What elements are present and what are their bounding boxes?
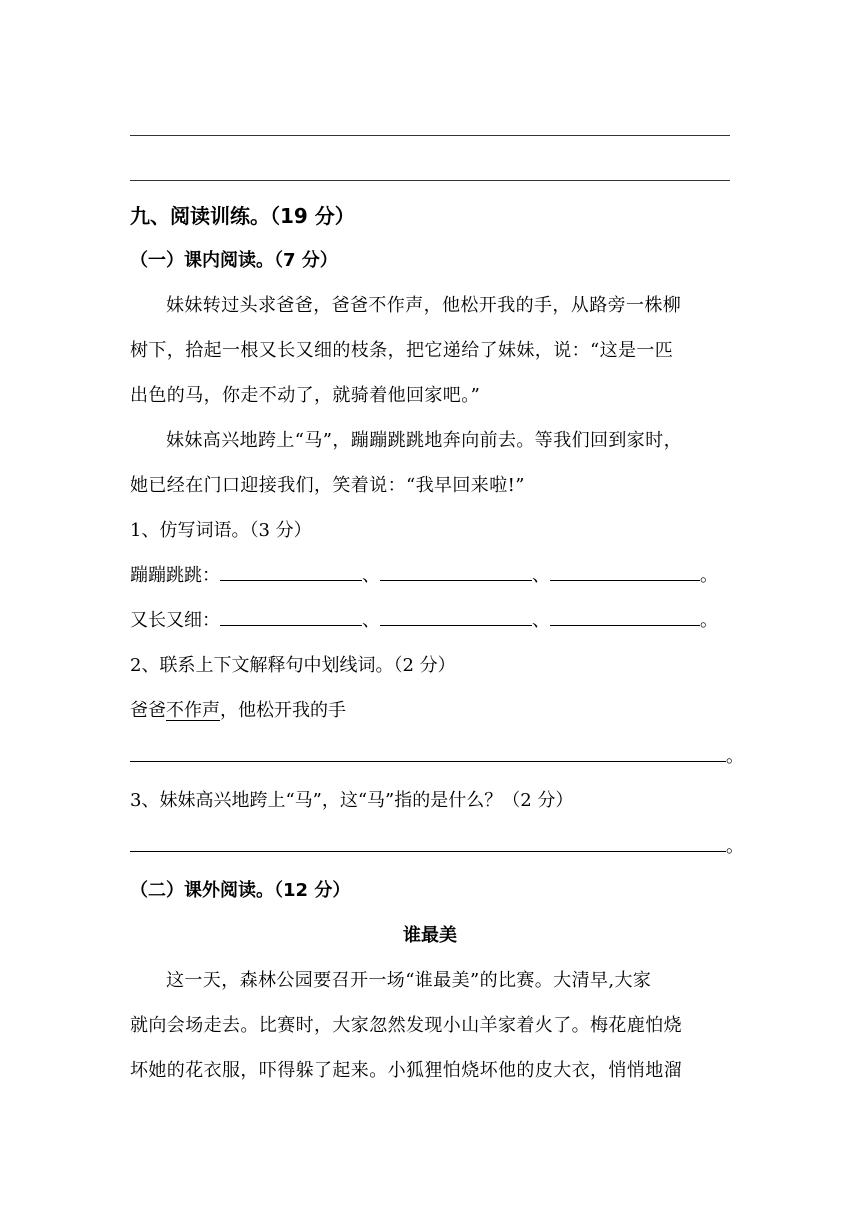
part1-title: （一）课内阅读。（7 分）	[130, 250, 338, 271]
separator: 、	[532, 610, 550, 631]
passage1-line: 树下，拾起一根又长又细的枝条，把它递给了妹妹，说：“这是一匹	[130, 340, 674, 361]
separator: 、	[532, 565, 550, 586]
q1-row-a	[130, 561, 730, 591]
q1a-answer-blank-3[interactable]	[550, 562, 700, 581]
period: 。	[700, 610, 718, 631]
period: 。	[700, 565, 718, 586]
answer-line-top-1	[130, 135, 730, 136]
q1-row-b-label: 又长又细：	[130, 610, 220, 631]
underlined-word: 不作声	[166, 700, 220, 721]
passage1-line: 妹妹转过头求爸爸，爸爸不作声，他松开我的手，从路旁一株柳	[166, 295, 682, 316]
q2-answer-row	[130, 741, 744, 772]
question-2: 2、联系上下文解释句中划线词。（2 分）	[130, 655, 456, 676]
q1b-answer-blank-1[interactable]	[220, 607, 362, 626]
period: 。	[726, 746, 744, 767]
q3-answer-row	[130, 831, 744, 862]
q1b-answer-blank-3[interactable]	[550, 607, 700, 626]
separator: 、	[362, 565, 380, 586]
q1a-answer-blank-1[interactable]	[220, 562, 362, 581]
q1a-answer-blank-2[interactable]	[380, 562, 532, 581]
section-title: 九、阅读训练。（19 分）	[130, 204, 355, 228]
answer-line-top-2	[130, 180, 730, 181]
part2-title: （二）课外阅读。（12 分）	[130, 880, 351, 901]
question-3: 3、妹妹高兴地跨上“马”，这“马”指的是什么？（2 分）	[130, 790, 574, 811]
passage1-line: 妹妹高兴地跨上“马”，蹦蹦跳跳地奔向前去。等我们回到家时，	[166, 430, 683, 451]
q2-sentence-pre: 爸爸	[130, 700, 166, 721]
q2-sentence-post: ，他松开我的手	[220, 700, 346, 721]
separator: 、	[362, 610, 380, 631]
q2-sentence	[130, 696, 730, 726]
story-title: 谁最美	[403, 925, 457, 946]
period: 。	[726, 836, 744, 857]
passage2-line: 这一天，森林公园要召开一场“谁最美”的比赛。大清早,大家	[166, 970, 652, 991]
passage1-line: 出色的马，你走不动了，就骑着他回家吧。”	[130, 385, 481, 406]
q1-row-b	[130, 606, 730, 636]
question-1: 1、仿写词语。（3 分）	[130, 520, 312, 541]
q2-answer-line[interactable]	[130, 741, 726, 762]
q3-answer-line[interactable]	[130, 831, 726, 852]
passage1-line: 她已经在门口迎接我们，笑着说：“我早回来啦!”	[130, 475, 525, 496]
q1b-answer-blank-2[interactable]	[380, 607, 532, 626]
q1-row-a-label: 蹦蹦跳跳：	[130, 565, 220, 586]
passage2-line: 坏她的花衣服，吓得躲了起来。小狐狸怕烧坏他的皮大衣，悄悄地溜	[130, 1060, 682, 1081]
passage2-line: 就向会场走去。比赛时，大家忽然发现小山羊家着火了。梅花鹿怕烧	[130, 1015, 682, 1036]
